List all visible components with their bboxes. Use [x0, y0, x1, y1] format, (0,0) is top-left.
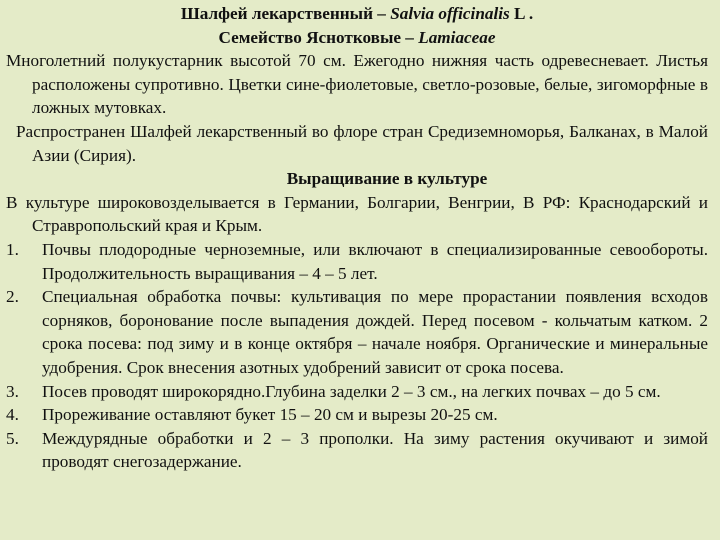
title-family-name: Семейство Яснотковые – — [218, 27, 419, 47]
title-family-latin: Lamiaceae — [418, 27, 496, 47]
step-number: 3. — [6, 381, 19, 401]
step-number: 1. — [6, 239, 19, 259]
cultivation-intro: В культуре широковозделывается в Германии, Болгарии, Венгрии, В РФ: Краснодарский и Стравропольский края и Крым. — [6, 192, 708, 236]
step-text: Специальная обработка почвы: культивация по мере прорастании появления всходов сорняков, боронование после выпадения дождей. Перед посевом - кольчатым катком. 2 срока посева: под зиму и в конце октября – начале ноября. Органические и минеральные удобрения. Срок внесения азотных удобрений зависит от срока посева. — [42, 287, 708, 377]
list-item — [6, 238, 708, 285]
title-line-2 — [6, 26, 708, 50]
list-item — [6, 285, 708, 379]
cultivation-steps-list — [6, 238, 708, 474]
cultivation-heading: Выращивание в культуре — [286, 169, 488, 189]
title-latin-name: Salvia officinalis — [390, 4, 510, 23]
title-plant-name: Шалфей лекарственный – — [180, 4, 391, 23]
step-number: 5. — [6, 428, 19, 448]
step-number: 2. — [6, 287, 19, 307]
title-block — [6, 2, 708, 49]
title-author: L . — [509, 4, 534, 23]
step-text: Посев проводят широкорядно.Глубина заделки 2 – 3 см., на легких почвах – до 5 см. — [42, 381, 661, 401]
description-paragraph: Многолетний полукустарник высотой 70 см. Ежегодно нижняя часть одревесневает. Листья расположены супротивно. Цветки сине-фиолетовые, светло-розовые, белые, зигоморфные в ложных мутовках. — [6, 51, 708, 118]
distribution-paragraph: Распространен Шалфей лекарственный во флоре стран Средиземноморья, Балканах, в Малой Азии (Сирия). — [16, 121, 708, 165]
step-text: Междурядные обработки и 2 – 3 прополки. На зиму растения окучивают и зимой проводят снегозадержание. — [42, 428, 708, 472]
list-item — [6, 427, 708, 474]
list-item — [6, 380, 708, 404]
title-line-1 — [6, 2, 708, 26]
list-item — [6, 403, 708, 427]
step-text: Почвы плодородные черноземные, или включают в специализированные севообороты. Продолжительность выращивания – 4 – 5 лет. — [42, 239, 708, 283]
step-number: 4. — [6, 405, 19, 425]
step-text: Прореживание оставляют букет 15 – 20 см и вырезы 20-25 см. — [42, 405, 498, 425]
